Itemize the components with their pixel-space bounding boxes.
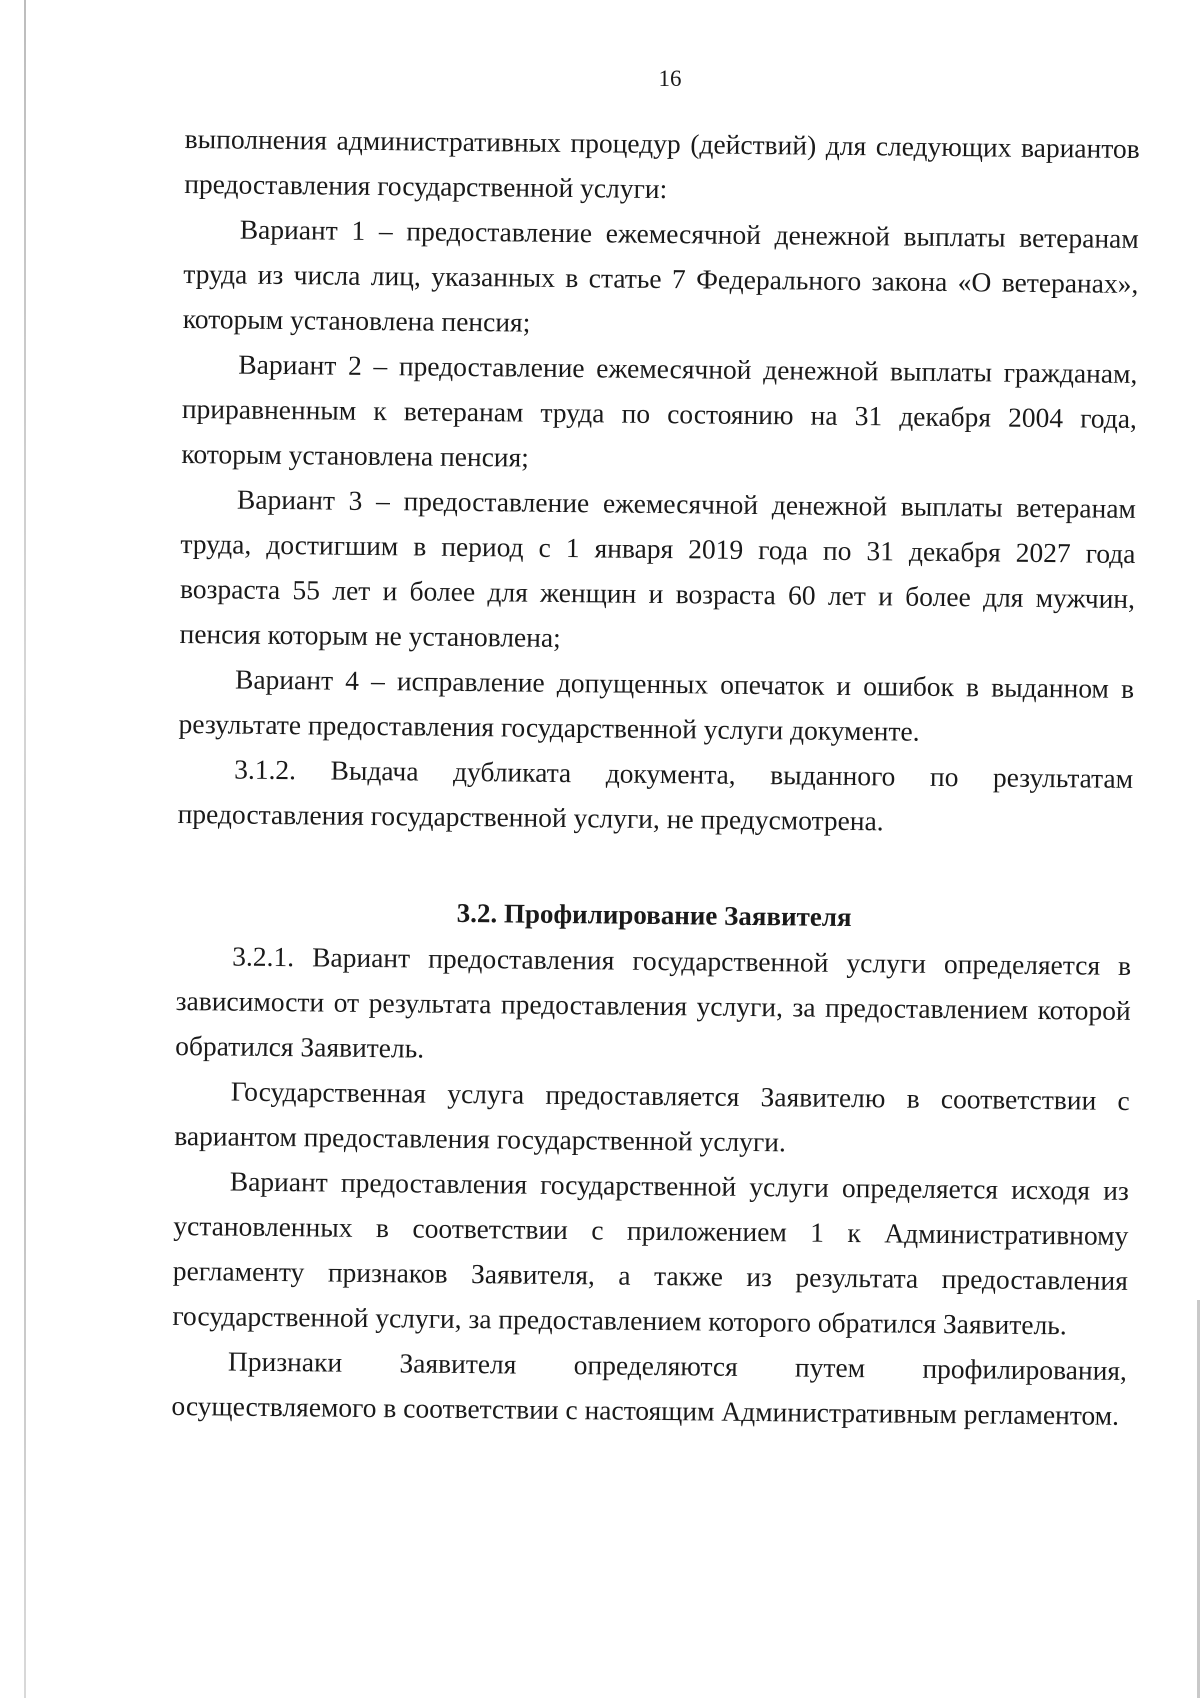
paragraph-service-provision: Государственная услуга предоставляется Заявителю в соответствии с вариантом предоставления государственной услуги.	[174, 1075, 1130, 1158]
paragraph-3-2-1: 3.2.1. Вариант предоставления государственной услуги определяется в зависимости от результата предоставления услуги, за предоставлением которой обратился Заявитель.	[175, 940, 1132, 1064]
scan-left-edge	[24, 0, 26, 1698]
paragraph-variant-determination: Вариант предоставления государственной услуги определяется исходя из установленных в соответствии с приложением 1 к Административному регламенту признаков Заявителя, а также из результата предоставления государственной услуги, за предоставлением которого обратился Заявитель.	[172, 1165, 1129, 1341]
paragraph-variant-1: Вариант 1 – предоставление ежемесячной денежной выплаты ветеранам труда из числа лиц, указанных в статье 7 Федерального закона «О ветеранах», которым установлена пенсия;	[182, 213, 1139, 338]
paragraph-applicant-features: Признаки Заявителя определяются путем профилирования, осуществляемого в соответствии с настоящим Административным регламентом.	[171, 1345, 1128, 1431]
page-number: 16	[658, 66, 682, 91]
document-body	[171, 116, 1140, 1438]
section-heading: 3.2. Профилирование Заявителя	[456, 897, 852, 933]
paragraph-3-1-2: 3.1.2. Выдача дубликата документа, выданного по результатам предоставления государственной услуги, не предусмотрена.	[177, 753, 1134, 837]
paragraph-variant-4: Вариант 4 – исправление допущенных опечаток и ошибок в выданном в результате предоставления государственной услуги документе.	[178, 663, 1135, 747]
paragraph-variant-2: Вариант 2 – предоставление ежемесячной денежной выплаты гражданам, приравненным к ветеранам труда по состоянию на 31 декабря 2004 года, которым установлена пенсия;	[181, 348, 1138, 473]
paragraph-continuation: выполнения административных процедур (действий) для следующих вариантов предоставления государственной услуги:	[184, 122, 1140, 205]
paragraph-variant-3: Вариант 3 – предоставление ежемесячной денежной выплаты ветеранам труда, достигшим в период с 1 января 2019 года по 31 декабря 2027 года возраста 55 лет и более для женщин и возраста 60 лет и более для мужчин, пенсия которым не установлена;	[179, 483, 1137, 653]
